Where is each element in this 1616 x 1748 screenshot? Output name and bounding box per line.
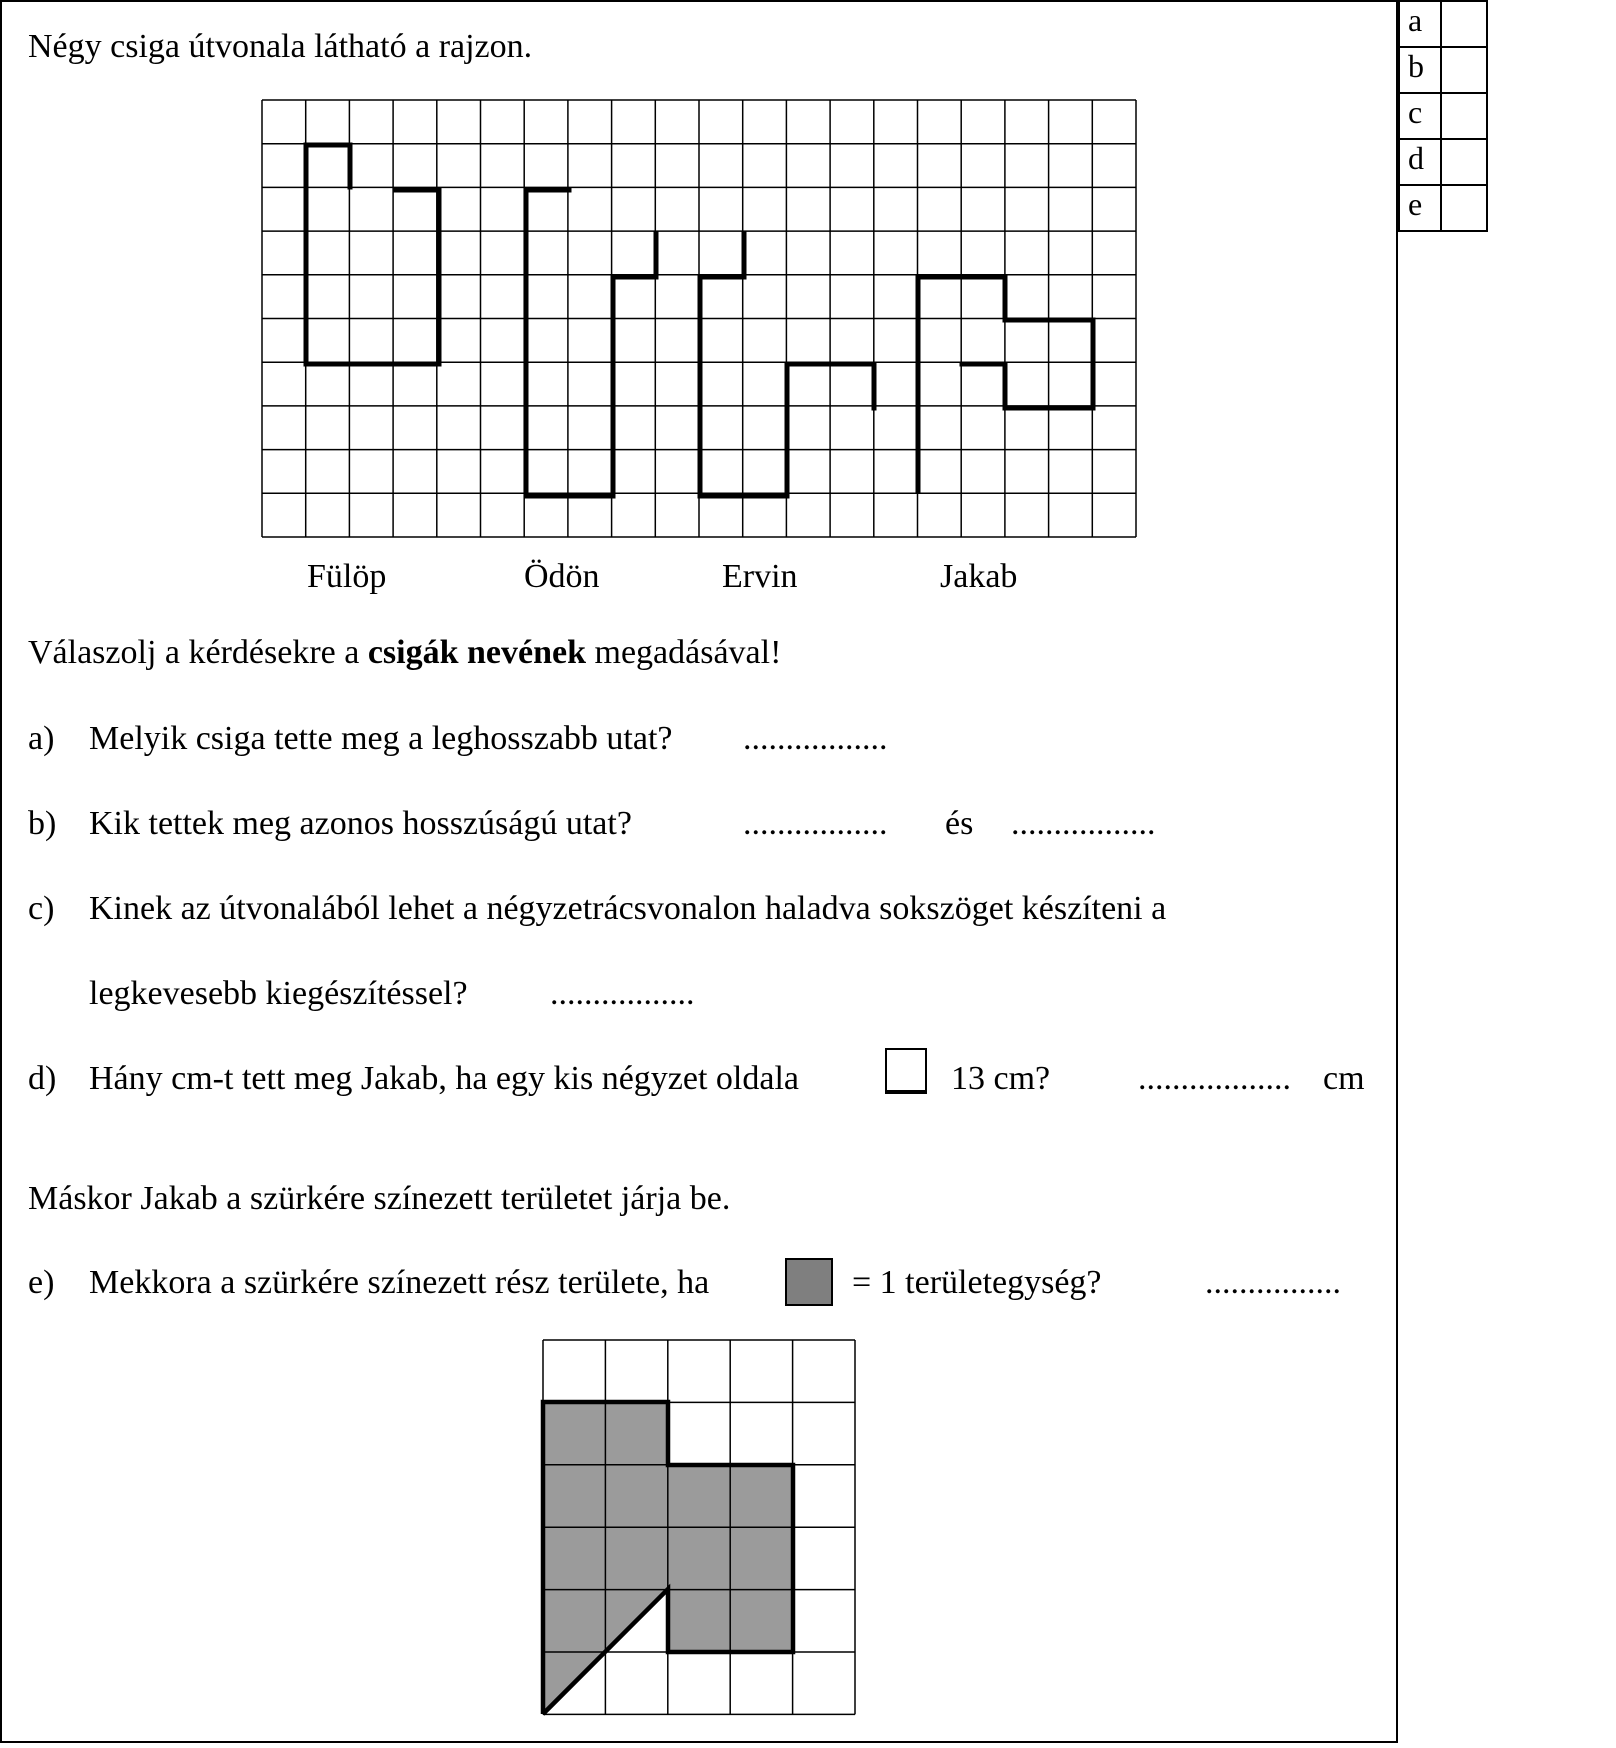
instruction-bold: csigák nevének xyxy=(367,634,587,671)
intro-text: Négy csiga útvonala látható a rajzon. xyxy=(28,28,533,65)
question-a-letter: a) xyxy=(28,720,55,757)
question-c-letter: c) xyxy=(28,890,55,927)
snail-name-ervin: Ervin xyxy=(722,558,798,595)
question-c-line1: Kinek az útvonalából lehet a négyzetrácsvonalon haladva sokszöget készíteni a xyxy=(89,890,1167,927)
question-b-joiner: és xyxy=(945,805,974,842)
question-e-after: = 1 területegység? xyxy=(852,1264,1102,1301)
instruction-after: megadásával! xyxy=(586,634,782,671)
instruction-before: Válaszolj a kérdésekre a xyxy=(28,634,368,671)
snail-name-odon: Ödön xyxy=(524,558,600,595)
answer-b-blank-2[interactable]: ................. xyxy=(1011,805,1156,842)
answer-c-blank[interactable]: ................. xyxy=(550,975,695,1012)
score-label: d xyxy=(1399,139,1441,185)
question-e-letter: e) xyxy=(28,1264,55,1301)
score-label: a xyxy=(1399,1,1441,47)
answer-b-blank-1[interactable]: ................. xyxy=(743,805,888,842)
answer-d-unit: cm xyxy=(1323,1060,1365,1097)
question-a-text: Melyik csiga tette meg a leghosszabb utat? xyxy=(89,720,673,757)
score-label: c xyxy=(1399,93,1441,139)
intro2-text: Máskor Jakab a szürkére színezett területet járja be. xyxy=(28,1180,731,1217)
answer-e-blank[interactable]: ................ xyxy=(1205,1264,1341,1301)
question-b-letter: b) xyxy=(28,805,57,842)
score-label: e xyxy=(1399,185,1441,231)
question-e-text: Mekkora a szürkére színezett rész területe, ha xyxy=(89,1264,710,1301)
snail-name-jakab: Jakab xyxy=(940,558,1018,595)
question-c-line2: legkevesebb kiegészítéssel? xyxy=(89,975,468,1012)
question-b-text: Kik tettek meg azonos hosszúságú utat? xyxy=(89,805,632,842)
snail-name-fulop: Fülöp xyxy=(307,558,387,595)
answer-a-blank[interactable]: ................. xyxy=(743,720,888,757)
question-d-after: 13 cm? xyxy=(951,1060,1051,1097)
answer-d-blank[interactable]: .................. xyxy=(1138,1060,1291,1097)
score-label: b xyxy=(1399,47,1441,93)
question-d-letter: d) xyxy=(28,1060,57,1097)
question-d-text: Hány cm-t tett meg Jakab, ha egy kis négyzet oldala xyxy=(89,1060,799,1097)
